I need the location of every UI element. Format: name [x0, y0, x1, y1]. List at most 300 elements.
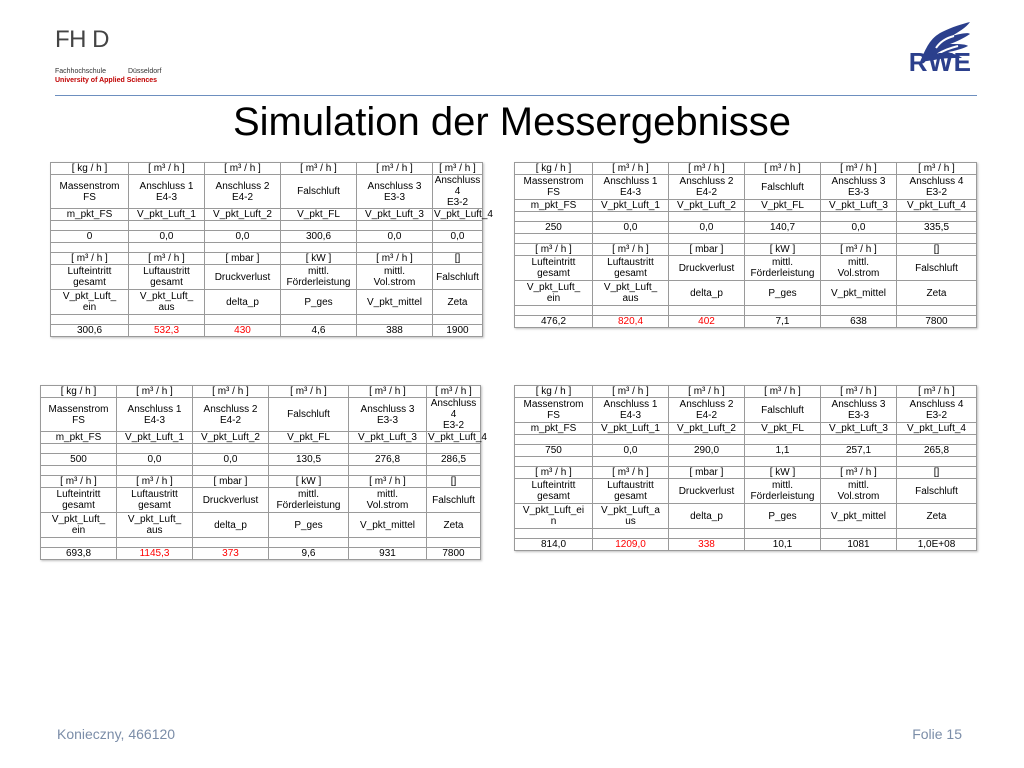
table-cell — [349, 444, 427, 454]
table-cell: P_ges — [269, 513, 349, 538]
table-cell — [745, 529, 821, 539]
table-row — [515, 386, 977, 398]
table-row — [515, 316, 977, 328]
table-cell: [ kg / h ] — [41, 386, 117, 398]
rwe-logo — [867, 18, 972, 78]
table-cell — [821, 212, 897, 222]
table-row — [515, 306, 977, 316]
table-cell: V_pkt_Luft_2 — [669, 423, 745, 435]
table-cell: 388 — [357, 325, 433, 337]
table-cell — [433, 315, 483, 325]
table-cell: 290,0 — [669, 445, 745, 457]
table-row — [515, 457, 977, 467]
table-row — [41, 398, 481, 432]
table-cell — [515, 457, 593, 467]
table-cell: [ m³ / h ] — [821, 244, 897, 256]
table-cell: V_pkt_mittel — [821, 281, 897, 306]
table-cell: [ kW ] — [745, 244, 821, 256]
result-table — [50, 162, 493, 337]
table-cell — [593, 212, 669, 222]
table-cell: 1,1 — [745, 445, 821, 457]
slide-title: Simulation der Messergebnisse — [232, 100, 792, 144]
table-row — [515, 435, 977, 445]
table-cell: V_pkt_Luft_3 — [821, 423, 897, 435]
table-cell: Luftaustritt gesamt — [117, 488, 193, 513]
fhd-logo-university: University of Applied Sciences — [55, 77, 158, 84]
table-cell: V_pkt_Luft_a us — [593, 504, 669, 529]
table-cell: 1081 — [821, 539, 897, 551]
table-row — [515, 175, 977, 200]
table-cell — [515, 306, 593, 316]
table-cell: m_pkt_FS — [515, 200, 593, 212]
table-cell: [ m³ / h ] — [897, 386, 977, 398]
table-row — [51, 290, 483, 315]
table-cell — [515, 234, 593, 244]
table-cell — [117, 538, 193, 548]
table-cell: 250 — [515, 222, 593, 234]
table-cell: V_pkt_Luft_ aus — [129, 290, 205, 315]
table-cell: 0,0 — [205, 231, 281, 243]
table-row — [515, 398, 977, 423]
table-cell — [745, 457, 821, 467]
table-cell: P_ges — [745, 504, 821, 529]
table-cell: [] — [427, 476, 481, 488]
table-row — [51, 265, 483, 290]
table-cell: 402 — [669, 316, 745, 328]
table-cell: [ m³ / h ] — [193, 386, 269, 398]
table-cell: Lufteintritt gesamt — [41, 488, 117, 513]
table-cell: delta_p — [669, 504, 745, 529]
table-cell: 276,8 — [349, 454, 427, 466]
table-cell: [ mbar ] — [193, 476, 269, 488]
table-row — [41, 476, 481, 488]
table-cell: Zeta — [897, 281, 977, 306]
table-cell: P_ges — [745, 281, 821, 306]
table-cell: mittl. Vol.strom — [821, 479, 897, 504]
table-cell: V_pkt_FL — [281, 209, 357, 221]
table-cell: V_pkt_Luft_ aus — [117, 513, 193, 538]
table-cell: Falschluft — [433, 265, 483, 290]
table-row — [515, 212, 977, 222]
table-cell — [669, 529, 745, 539]
table-cell: V_pkt_Luft_3 — [349, 432, 427, 444]
table-cell — [821, 435, 897, 445]
table-cell: Anschluss 2 E4-2 — [193, 398, 269, 432]
table-cell: [ mbar ] — [205, 253, 281, 265]
table-row — [51, 325, 483, 337]
table-cell — [41, 466, 117, 476]
table-cell: V_pkt_Luft_2 — [669, 200, 745, 212]
table-cell: [] — [433, 253, 483, 265]
table-cell: 0 — [51, 231, 129, 243]
table-cell: V_pkt_Luft_4 — [897, 423, 977, 435]
table-cell: Anschluss 3 E3-3 — [349, 398, 427, 432]
table-cell: V_pkt_Luft_3 — [821, 200, 897, 212]
table-row — [515, 163, 977, 175]
table-cell: Anschluss 2 E4-2 — [669, 398, 745, 423]
table-cell: Falschluft — [745, 175, 821, 200]
fhd-logo-sub-left: Fachhochschule — [55, 68, 106, 75]
table-row — [515, 222, 977, 234]
table-row — [41, 548, 481, 560]
table-cell: 373 — [193, 548, 269, 560]
table-cell: 1900 — [433, 325, 483, 337]
table-cell — [669, 457, 745, 467]
table-cell: [ m³ / h ] — [349, 476, 427, 488]
table-cell: Luftaustritt gesamt — [129, 265, 205, 290]
table-cell: Anschluss 4 E3-2 — [897, 398, 977, 423]
table-cell — [269, 466, 349, 476]
table-cell: V_pkt_Luft_4 — [897, 200, 977, 212]
table-cell: [ kW ] — [745, 467, 821, 479]
table-cell: [ m³ / h ] — [669, 386, 745, 398]
table-cell — [593, 234, 669, 244]
table-cell — [349, 538, 427, 548]
table-cell: Luftaustritt gesamt — [593, 256, 669, 281]
footer-author: Konieczny, 466120 — [57, 726, 176, 742]
table-cell: [ m³ / h ] — [117, 476, 193, 488]
table-row — [515, 529, 977, 539]
table-cell: Lufteintritt gesamt — [515, 479, 593, 504]
fhd-logo — [55, 26, 161, 84]
table-cell — [51, 243, 129, 253]
table-cell: Druckverlust — [193, 488, 269, 513]
table-cell: [ kW ] — [281, 253, 357, 265]
table-cell: delta_p — [205, 290, 281, 315]
table-row — [515, 200, 977, 212]
table-cell: 7,1 — [745, 316, 821, 328]
table-cell: V_pkt_Luft_ei n — [515, 504, 593, 529]
table-cell: Falschluft — [281, 175, 357, 209]
table-cell: 1209,0 — [593, 539, 669, 551]
fhd-logo-sub-right: Düsseldorf — [127, 68, 162, 75]
table-row — [41, 444, 481, 454]
table-cell: 10,1 — [745, 539, 821, 551]
table-cell — [269, 538, 349, 548]
table-cell — [745, 435, 821, 445]
table-cell: [ m³ / h ] — [281, 163, 357, 175]
table-cell — [593, 529, 669, 539]
table-cell — [897, 435, 977, 445]
table-cell: [ kg / h ] — [515, 163, 593, 175]
table-cell: 931 — [349, 548, 427, 560]
table-cell — [205, 315, 281, 325]
table-row — [41, 513, 481, 538]
table-cell: 532,3 — [129, 325, 205, 337]
table-row — [41, 454, 481, 466]
table-cell: Luftaustritt gesamt — [593, 479, 669, 504]
table-row — [515, 467, 977, 479]
table-cell: Anschluss 2 E4-2 — [669, 175, 745, 200]
table-cell — [205, 243, 281, 253]
table-cell: Druckverlust — [205, 265, 281, 290]
table-cell — [193, 444, 269, 454]
table-cell: [ m³ / h ] — [745, 163, 821, 175]
table-cell: [ m³ / h ] — [117, 386, 193, 398]
table-cell: Zeta — [427, 513, 481, 538]
table-cell: Anschluss 4 E3-2 — [433, 175, 483, 209]
table-cell — [433, 221, 483, 231]
table-cell: Druckverlust — [669, 256, 745, 281]
table-cell: V_pkt_mittel — [357, 290, 433, 315]
table-cell — [51, 221, 129, 231]
table-row — [515, 234, 977, 244]
table-cell: 286,5 — [427, 454, 481, 466]
table-cell: [ m³ / h ] — [349, 386, 427, 398]
table-cell: m_pkt_FS — [515, 423, 593, 435]
table-row — [41, 386, 481, 398]
table-row — [51, 231, 483, 243]
table-cell: Anschluss 1 E4-3 — [593, 398, 669, 423]
table-cell: 0,0 — [357, 231, 433, 243]
table-cell: V_pkt_Luft_2 — [205, 209, 281, 221]
table-cell: 1145,3 — [117, 548, 193, 560]
table-cell: V_pkt_Luft_ ein — [51, 290, 129, 315]
table-cell: [ m³ / h ] — [745, 386, 821, 398]
table-cell — [669, 435, 745, 445]
table-cell: Zeta — [897, 504, 977, 529]
table-cell: V_pkt_mittel — [349, 513, 427, 538]
table-cell: Massenstrom FS — [41, 398, 117, 432]
table-cell: Zeta — [433, 290, 483, 315]
table-cell: [ m³ / h ] — [357, 163, 433, 175]
table-cell: V_pkt_Luft_ aus — [593, 281, 669, 306]
table-cell — [593, 457, 669, 467]
table-cell — [515, 529, 593, 539]
table-cell: 0,0 — [821, 222, 897, 234]
table-cell: 814,0 — [515, 539, 593, 551]
table-cell — [357, 221, 433, 231]
table-cell: mittl. Vol.strom — [349, 488, 427, 513]
table-cell: delta_p — [669, 281, 745, 306]
table-cell: [ m³ / h ] — [427, 386, 481, 398]
table-cell: [ kg / h ] — [51, 163, 129, 175]
table-cell: [ m³ / h ] — [205, 163, 281, 175]
table-cell — [897, 212, 977, 222]
table-cell — [427, 538, 481, 548]
table-row — [51, 243, 483, 253]
table-cell: P_ges — [281, 290, 357, 315]
table-cell — [821, 234, 897, 244]
table-cell — [897, 457, 977, 467]
table-row — [515, 504, 977, 529]
rwe-logo-text: RWE — [908, 47, 972, 77]
table-cell: V_pkt_Luft_1 — [117, 432, 193, 444]
table-cell: Massenstrom FS — [51, 175, 129, 209]
table-cell: V_pkt_FL — [269, 432, 349, 444]
table-cell: 130,5 — [269, 454, 349, 466]
table-cell: mittl. Förderleistung — [745, 479, 821, 504]
table-cell: delta_p — [193, 513, 269, 538]
table-cell: Massenstrom FS — [515, 175, 593, 200]
table-cell — [269, 444, 349, 454]
table-cell: Anschluss 1 E4-3 — [117, 398, 193, 432]
table-cell — [745, 212, 821, 222]
table-cell: V_pkt_mittel — [821, 504, 897, 529]
table-cell: m_pkt_FS — [41, 432, 117, 444]
table-cell: Massenstrom FS — [515, 398, 593, 423]
table-cell — [515, 212, 593, 222]
table-row — [51, 221, 483, 231]
table-cell: [ m³ / h ] — [821, 467, 897, 479]
table-cell: 0,0 — [669, 222, 745, 234]
table-cell: 300,6 — [51, 325, 129, 337]
table-cell: V_pkt_Luft_4 — [434, 209, 493, 220]
table-cell: 476,2 — [515, 316, 593, 328]
table-cell: mittl. Förderleistung — [745, 256, 821, 281]
table-cell: Falschluft — [269, 398, 349, 432]
table-cell: [ m³ / h ] — [41, 476, 117, 488]
table-row — [41, 538, 481, 548]
table-cell — [669, 234, 745, 244]
table-cell: Anschluss 2 E4-2 — [205, 175, 281, 209]
result-table — [514, 162, 977, 328]
table-cell: [ m³ / h ] — [593, 163, 669, 175]
table-cell — [427, 444, 481, 454]
footer-slide-number: Folie 15 — [912, 726, 962, 742]
table-cell: [ kg / h ] — [515, 386, 593, 398]
table-row — [515, 423, 977, 435]
table-cell — [897, 529, 977, 539]
table-row — [41, 466, 481, 476]
table-cell: 300,6 — [281, 231, 357, 243]
table-cell: V_pkt_FL — [745, 423, 821, 435]
table-cell: 638 — [821, 316, 897, 328]
table-row — [515, 479, 977, 504]
table-cell: 335,5 — [897, 222, 977, 234]
result-table — [514, 385, 977, 551]
fhd-logo-mark: FH D — [55, 26, 109, 53]
table-cell — [349, 466, 427, 476]
table-cell: [ kW ] — [269, 476, 349, 488]
table-cell: Lufteintritt gesamt — [515, 256, 593, 281]
table-cell: 1,0E+08 — [897, 539, 977, 551]
table-cell: Anschluss 3 E3-3 — [821, 175, 897, 200]
table-cell: 820,4 — [593, 316, 669, 328]
table-cell — [281, 221, 357, 231]
table-cell: [ m³ / h ] — [515, 244, 593, 256]
table-cell — [821, 529, 897, 539]
table-row — [51, 315, 483, 325]
table-cell — [129, 221, 205, 231]
table-cell: Druckverlust — [669, 479, 745, 504]
table-cell: 0,0 — [129, 231, 205, 243]
table-cell: 4,6 — [281, 325, 357, 337]
table-cell — [897, 234, 977, 244]
table-cell: Anschluss 1 E4-3 — [129, 175, 205, 209]
table-cell: [ mbar ] — [669, 244, 745, 256]
table-cell: [ m³ / h ] — [897, 163, 977, 175]
table-cell: Falschluft — [897, 479, 977, 504]
table-cell: [] — [897, 467, 977, 479]
table-cell — [745, 234, 821, 244]
table-cell — [669, 212, 745, 222]
table-cell: [ m³ / h ] — [515, 467, 593, 479]
table-cell: [ m³ / h ] — [269, 386, 349, 398]
table-cell: 265,8 — [897, 445, 977, 457]
table-cell: mittl. Förderleistung — [281, 265, 357, 290]
table-cell: [ m³ / h ] — [821, 163, 897, 175]
table-cell: Anschluss 4 E3-2 — [427, 398, 481, 432]
table-cell: [] — [897, 244, 977, 256]
table-cell: Anschluss 3 E3-3 — [357, 175, 433, 209]
table-cell — [745, 306, 821, 316]
table-cell — [117, 444, 193, 454]
table-cell — [193, 538, 269, 548]
table-cell: 9,6 — [269, 548, 349, 560]
table-cell — [129, 315, 205, 325]
table-cell: m_pkt_FS — [51, 209, 129, 221]
table-cell: V_pkt_Luft_1 — [593, 200, 669, 212]
table-cell: 750 — [515, 445, 593, 457]
table-cell — [357, 243, 433, 253]
table-cell: [ mbar ] — [669, 467, 745, 479]
table-cell: [ m³ / h ] — [821, 386, 897, 398]
table-cell: [ m³ / h ] — [593, 467, 669, 479]
table-cell — [897, 306, 977, 316]
table-cell — [593, 435, 669, 445]
table-cell: [ m³ / h ] — [669, 163, 745, 175]
table-cell: [ m³ / h ] — [357, 253, 433, 265]
table-cell: Falschluft — [897, 256, 977, 281]
fhd-logo-subtitle — [55, 68, 161, 75]
result-table — [40, 385, 487, 560]
table-cell — [281, 315, 357, 325]
table-cell: [ m³ / h ] — [593, 244, 669, 256]
table-cell — [821, 306, 897, 316]
table-row — [515, 281, 977, 306]
table-cell: 257,1 — [821, 445, 897, 457]
table-cell: Falschluft — [427, 488, 481, 513]
table-row — [41, 432, 481, 444]
table-cell: mittl. Vol.strom — [821, 256, 897, 281]
table-row — [51, 253, 483, 265]
table-cell — [51, 315, 129, 325]
table-cell — [205, 221, 281, 231]
table-cell — [117, 466, 193, 476]
table-row — [515, 244, 977, 256]
table-cell: 0,0 — [593, 445, 669, 457]
table-cell: V_pkt_Luft_ ein — [515, 281, 593, 306]
table-cell: 0,0 — [193, 454, 269, 466]
table-cell: 338 — [669, 539, 745, 551]
table-cell: 140,7 — [745, 222, 821, 234]
table-cell: mittl. Förderleistung — [269, 488, 349, 513]
table-cell: V_pkt_Luft_3 — [357, 209, 433, 221]
table-cell: V_pkt_Luft_4 — [428, 432, 487, 443]
table-row — [51, 175, 483, 209]
table-cell: 0,0 — [433, 231, 483, 243]
table-row — [51, 209, 483, 221]
table-cell: V_pkt_FL — [745, 200, 821, 212]
table-cell — [41, 444, 117, 454]
table-row — [51, 163, 483, 175]
table-cell — [427, 466, 481, 476]
table-cell — [515, 435, 593, 445]
table-row — [41, 488, 481, 513]
table-cell: [ m³ / h ] — [129, 163, 205, 175]
table-row — [515, 539, 977, 551]
table-cell — [821, 457, 897, 467]
table-cell: Lufteintritt gesamt — [51, 265, 129, 290]
table-cell: Anschluss 4 E3-2 — [897, 175, 977, 200]
table-cell: 430 — [205, 325, 281, 337]
table-cell — [669, 306, 745, 316]
table-cell: [ m³ / h ] — [51, 253, 129, 265]
table-cell — [357, 315, 433, 325]
table-cell — [193, 466, 269, 476]
table-cell: V_pkt_Luft_1 — [129, 209, 205, 221]
